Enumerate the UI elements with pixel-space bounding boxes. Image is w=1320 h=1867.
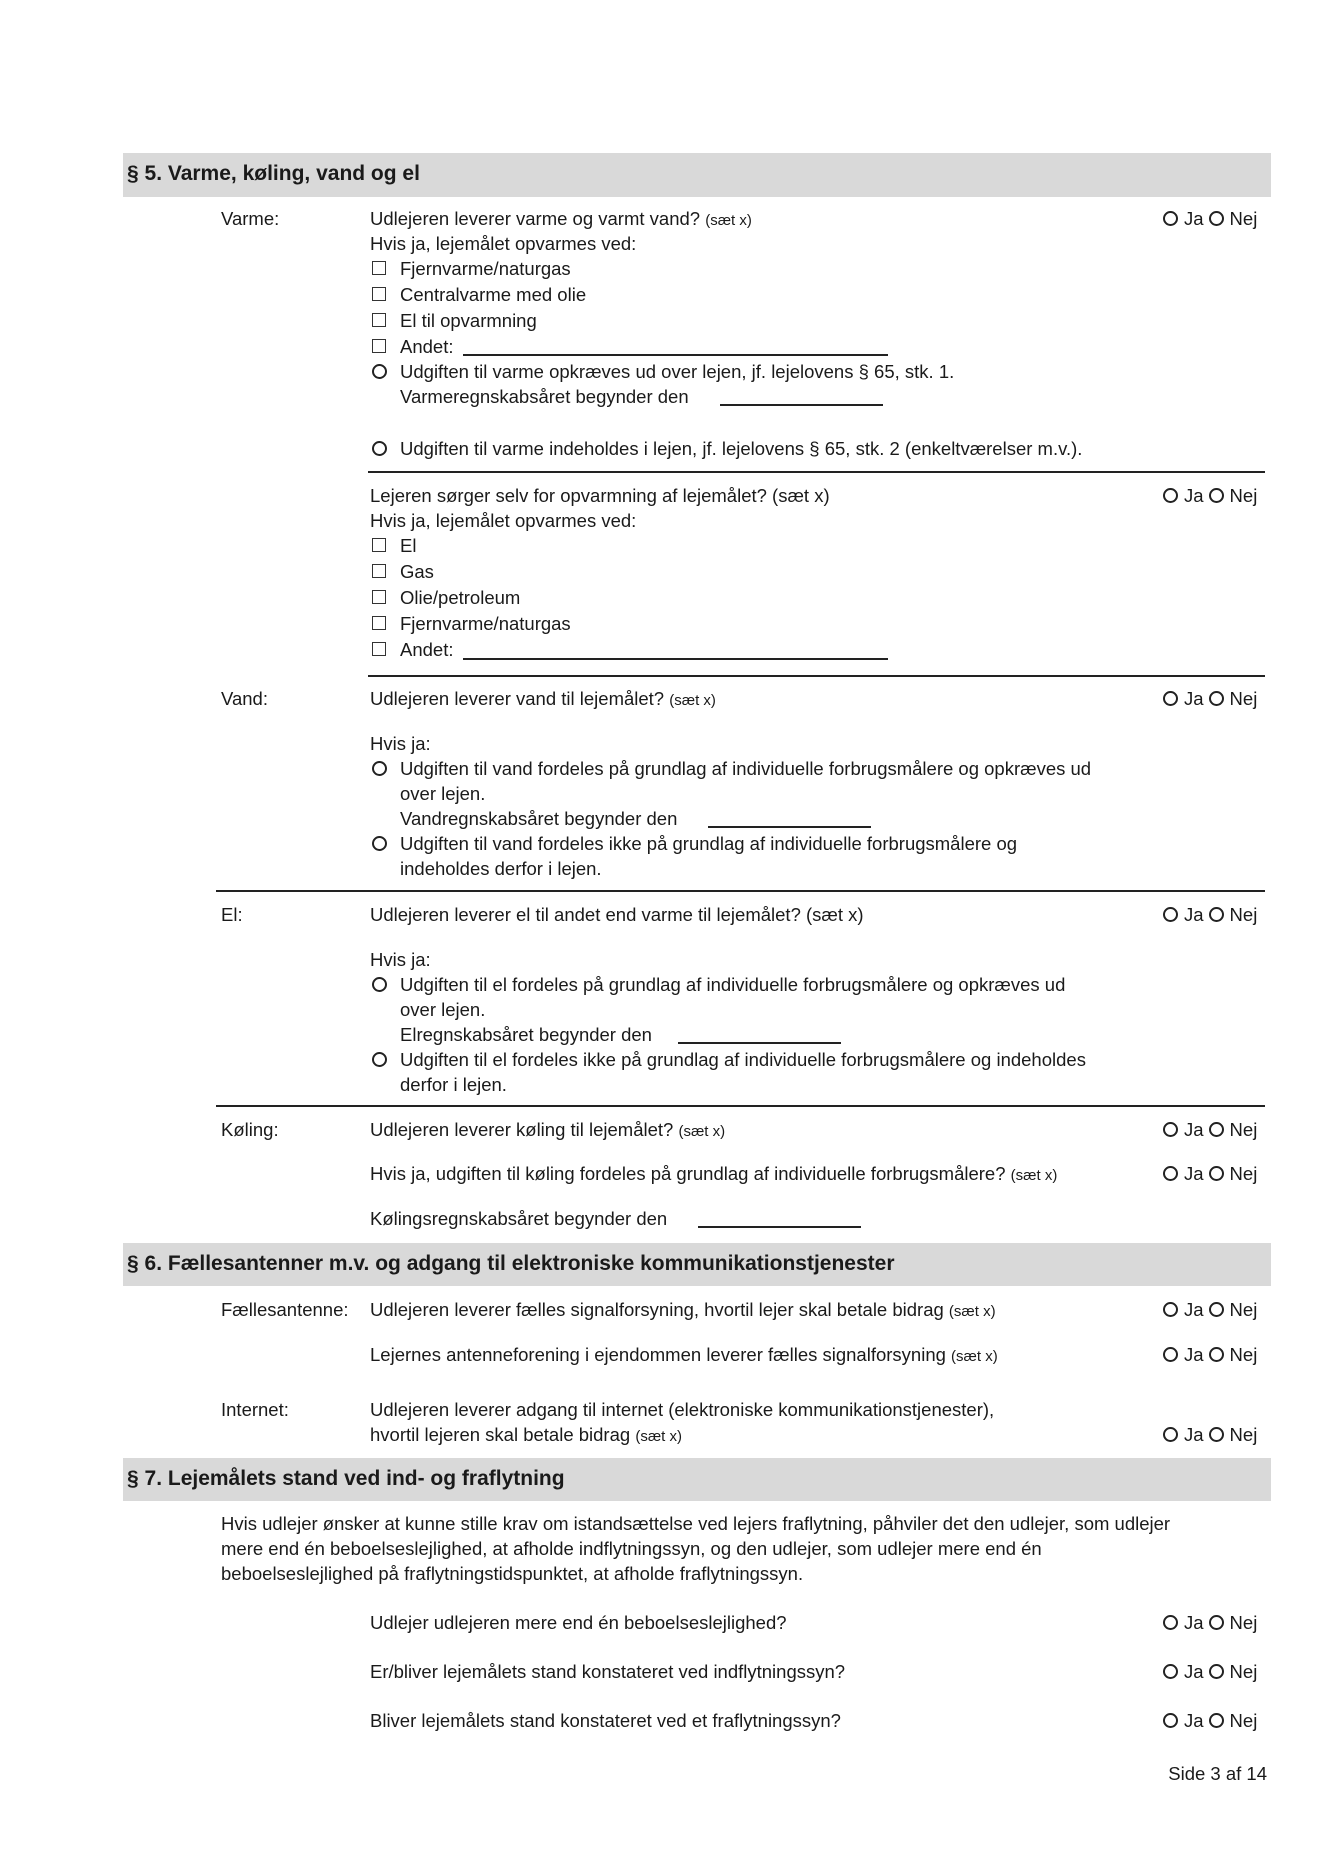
s7-intro-line-3: beboelseslejlighed på fraflytningstidspunktet, at afholde fraflytningssyn. — [221, 1563, 804, 1584]
ja-radio[interactable] — [1163, 907, 1178, 922]
nej-radio[interactable] — [1209, 1347, 1224, 1362]
radio[interactable] — [372, 836, 387, 851]
koelingsregnskab-line[interactable] — [698, 1226, 861, 1228]
radio[interactable] — [372, 364, 387, 379]
ja-radio[interactable] — [1163, 691, 1178, 706]
el-option-1: Udgiften til el fordeles på grundlag af individuelle forbrugsmålere og opkræves ud — [400, 974, 1066, 995]
faelles-2-ja-nej[interactable]: Ja Nej — [1163, 1342, 1271, 1367]
ja-radio[interactable] — [1163, 488, 1178, 503]
internet-question: Udlejeren leverer adgang til internet (elektroniske kommunikationstjenester), — [370, 1399, 995, 1420]
divider — [216, 890, 1265, 892]
section-5-title: § 5. Varme, køling, vand og el — [127, 162, 420, 185]
s7-question-2: Er/bliver lejemålets stand konstateret ved indflytningssyn? — [370, 1661, 846, 1682]
ja-radio[interactable] — [1163, 1427, 1178, 1442]
vand-option-1-cont: over lejen. — [400, 783, 486, 804]
varme-ja-nej[interactable]: Ja Nej — [1163, 206, 1271, 231]
internet-ja-nej[interactable]: Ja Nej — [1163, 1422, 1271, 1447]
koeling-ja-nej[interactable]: Ja Nej — [1163, 1117, 1271, 1142]
nej-radio[interactable] — [1209, 1427, 1224, 1442]
koeling-label: Køling: — [221, 1119, 279, 1140]
nej-radio[interactable] — [1209, 1615, 1224, 1630]
lejer-hvis-ja: Hvis ja, lejemålet opvarmes ved: — [370, 510, 637, 531]
s7-q2-ja-nej[interactable]: Ja Nej — [1163, 1659, 1271, 1684]
koeling-question: Udlejeren leverer køling til lejemålet? (sæt x) — [370, 1119, 726, 1140]
el-hvis-ja: Hvis ja: — [370, 949, 431, 970]
radio[interactable] — [372, 1052, 387, 1067]
checkbox[interactable] — [372, 339, 386, 353]
s7-q3-ja-nej[interactable]: Ja Nej — [1163, 1708, 1271, 1733]
checkbox[interactable] — [372, 590, 386, 604]
s7-q1-ja-nej[interactable]: Ja Nej — [1163, 1610, 1271, 1635]
checkbox[interactable] — [372, 616, 386, 630]
ja-radio[interactable] — [1163, 1347, 1178, 1362]
el-label: El: — [221, 904, 243, 925]
option-label: Fjernvarme/naturgas — [400, 613, 571, 634]
lejer-ja-nej[interactable]: Ja Nej — [1163, 483, 1271, 508]
koeling-2-ja-nej[interactable]: Ja Nej — [1163, 1161, 1271, 1186]
ja-radio[interactable] — [1163, 1713, 1178, 1728]
option-label: Andet: — [400, 336, 454, 357]
radio[interactable] — [372, 441, 387, 456]
vandregnskab-label: Vandregnskabsåret begynder den — [400, 808, 678, 829]
vand-label: Vand: — [221, 688, 268, 709]
elregnskab-label: Elregnskabsåret begynder den — [400, 1024, 652, 1045]
faelles-question-2: Lejernes antenneforening i ejendommen leverer fælles signalforsyning (sæt x) — [370, 1344, 998, 1365]
nej-radio[interactable] — [1209, 1664, 1224, 1679]
checkbox[interactable] — [372, 642, 386, 656]
vand-option-2: Udgiften til vand fordeles ikke på grundlag af individuelle forbrugsmålere og — [400, 833, 1018, 854]
ja-radio[interactable] — [1163, 1166, 1178, 1181]
nej-radio[interactable] — [1209, 488, 1224, 503]
s7-intro-line-2: mere end én beboelseslejlighed, at afholde indflytningssyn, og den udlejer, som udlejer mere end én — [221, 1538, 1042, 1559]
nej-radio[interactable] — [1209, 1166, 1224, 1181]
checkbox[interactable] — [372, 261, 386, 275]
section-7-header — [123, 1458, 1271, 1501]
page-number: Side 3 af 14 — [1168, 1763, 1267, 1784]
vand-ja-nej[interactable]: Ja Nej — [1163, 686, 1271, 711]
ja-radio[interactable] — [1163, 1122, 1178, 1137]
nej-radio[interactable] — [1209, 1122, 1224, 1137]
option-label: Andet: — [400, 639, 454, 660]
s7-question-1: Udlejer udlejeren mere end én beboelseslejlighed? — [370, 1612, 787, 1633]
option-label: Centralvarme med olie — [400, 284, 587, 305]
andet-line[interactable] — [463, 658, 888, 660]
andet-line[interactable] — [463, 354, 888, 356]
udgift-indeholdes: Udgiften til varme indeholdes i lejen, jf. lejelovens § 65, stk. 2 (enkeltværelser m.v.). — [400, 438, 1083, 459]
udgift-over-lejen: Udgiften til varme opkræves ud over lejen, jf. lejelovens § 65, stk. 1. — [400, 361, 955, 382]
section-7-title: § 7. Lejemålets stand ved ind- og fraflytning — [127, 1467, 565, 1490]
nej-radio[interactable] — [1209, 1713, 1224, 1728]
option-label: El til opvarmning — [400, 310, 537, 331]
checkbox[interactable] — [372, 313, 386, 327]
section-6-title: § 6. Fællesantenner m.v. og adgang til elektroniske kommunikationstjenester — [127, 1252, 895, 1275]
faelles-question-1: Udlejeren leverer fælles signalforsyning, hvortil lejer skal betale bidrag (sæt x) — [370, 1299, 996, 1320]
s7-question-3: Bliver lejemålets stand konstateret ved et fraflytningssyn? — [370, 1710, 841, 1731]
elregnskab-line[interactable] — [678, 1042, 841, 1044]
ja-radio[interactable] — [1163, 1302, 1178, 1317]
radio[interactable] — [372, 977, 387, 992]
varmeregnskab-line[interactable] — [720, 404, 883, 406]
varme-question: Udlejeren leverer varme og varmt vand? (sæt x) — [370, 208, 752, 229]
option-label: Olie/petroleum — [400, 587, 521, 608]
ja-radio[interactable] — [1163, 211, 1178, 226]
el-option-2-cont: derfor i lejen. — [400, 1074, 507, 1095]
ja-radio[interactable] — [1163, 1615, 1178, 1630]
checkbox[interactable] — [372, 538, 386, 552]
el-question: Udlejeren leverer el til andet end varme til lejemålet? (sæt x) — [370, 904, 864, 925]
radio[interactable] — [372, 761, 387, 776]
nej-radio[interactable] — [1209, 691, 1224, 706]
divider — [368, 471, 1265, 473]
internet-label: Internet: — [221, 1399, 289, 1420]
section-6-header — [123, 1243, 1271, 1286]
el-option-1-cont: over lejen. — [400, 999, 486, 1020]
option-label: Gas — [400, 561, 434, 582]
divider — [368, 675, 1265, 677]
el-option-2: Udgiften til el fordeles ikke på grundlag af individuelle forbrugsmålere og indeholdes — [400, 1049, 1086, 1070]
vand-question: Udlejeren leverer vand til lejemålet? (sæt x) — [370, 688, 716, 709]
el-ja-nej[interactable]: Ja Nej — [1163, 902, 1271, 927]
option-label: Fjernvarme/naturgas — [400, 258, 571, 279]
vandregnskab-line[interactable] — [708, 826, 871, 828]
vand-hvis-ja: Hvis ja: — [370, 733, 431, 754]
checkbox[interactable] — [372, 564, 386, 578]
vand-option-2-cont: indeholdes derfor i lejen. — [400, 858, 602, 879]
faellesantenne-label: Fællesantenne: — [221, 1299, 349, 1320]
varmeregnskab-label: Varmeregnskabsåret begynder den — [400, 386, 689, 407]
divider — [216, 1105, 1265, 1107]
nej-radio[interactable] — [1209, 1302, 1224, 1317]
vand-option-1: Udgiften til vand fordeles på grundlag af individuelle forbrugsmålere og opkræves ud — [400, 758, 1092, 779]
faelles-1-ja-nej[interactable]: Ja Nej — [1163, 1297, 1271, 1322]
ja-radio[interactable] — [1163, 1664, 1178, 1679]
internet-question-cont: hvortil lejeren skal betale bidrag (sæt x) — [370, 1424, 682, 1445]
nej-radio[interactable] — [1209, 907, 1224, 922]
varme-label: Varme: — [221, 208, 280, 229]
nej-radio[interactable] — [1209, 211, 1224, 226]
lejer-question: Lejeren sørger selv for opvarmning af lejemålet? (sæt x) — [370, 485, 830, 506]
koelingsregnskab-label: Kølingsregnskabsåret begynder den — [370, 1208, 668, 1229]
koeling-question-2: Hvis ja, udgiften til køling fordeles på grundlag af individuelle forbrugsmålere? (sæt x) — [370, 1163, 1058, 1184]
s7-intro-line-1: Hvis udlejer ønsker at kunne stille krav om istandsættelse ved lejers fraflytning, påhviler det den udlejer, som udlejer — [221, 1513, 1171, 1534]
section-5-header — [123, 153, 1271, 197]
varme-hvis-ja: Hvis ja, lejemålet opvarmes ved: — [370, 233, 637, 254]
option-label: El — [400, 535, 417, 556]
checkbox[interactable] — [372, 287, 386, 301]
